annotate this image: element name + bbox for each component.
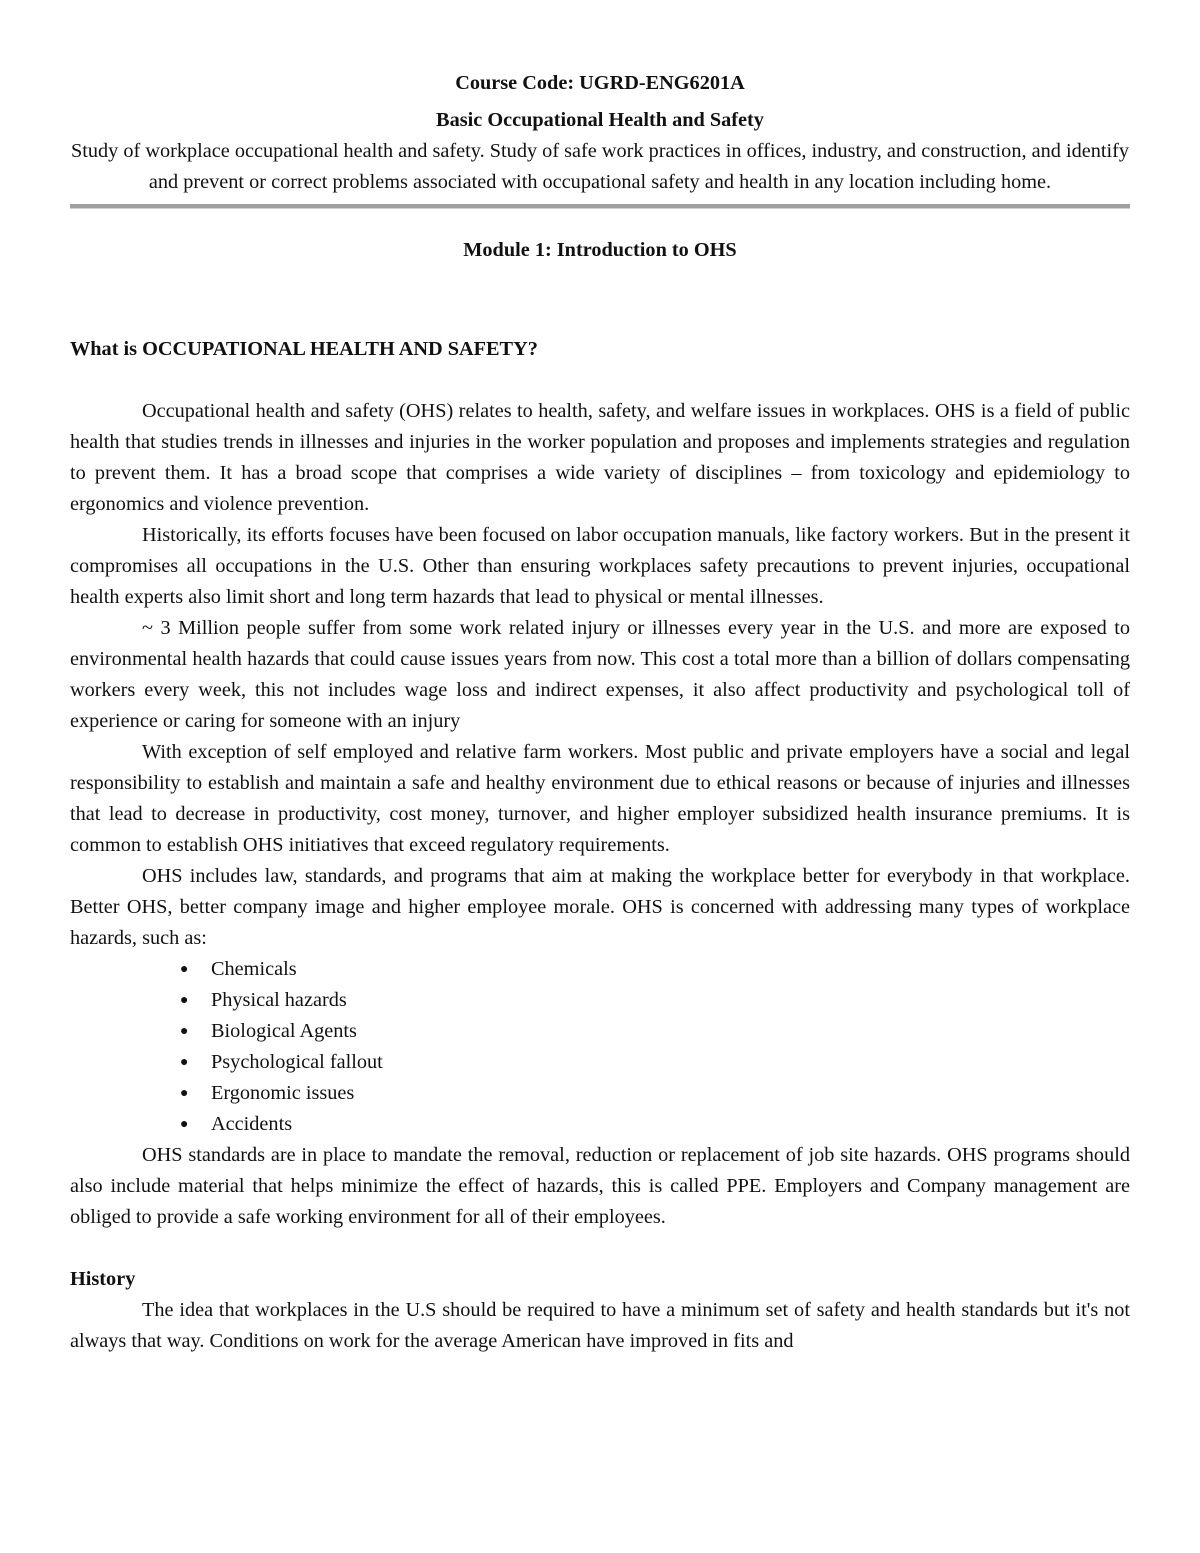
bullet-icon: ● [180,1117,189,1132]
list-item-text: Biological Agents [211,1020,357,1042]
bullet-icon: ● [180,1024,189,1039]
paragraph: Historically, its efforts focuses have been focused on labor occupation manuals, like factory workers. But in the present it compromises all occupations in the U.S. Other than ensuring workplaces safety precautions to prevent injuries, occupational health experts also limit short and long term hazards that lead to physical or mental illnesses. [70,524,1130,608]
section-heading-history: History [70,1268,136,1290]
list-item [70,985,1130,1016]
bullet-icon: ● [180,1086,189,1101]
paragraph: OHS standards are in place to mandate the removal, reduction or replacement of job site hazards. OHS programs should also include material that helps minimize the effect of hazards, this is called PPE. Employers and Company management are obliged to provide a safe working environment for all of their employees. [70,1144,1130,1228]
document-page [70,68,1130,1357]
paragraph: OHS includes law, standards, and programs that aim at making the workplace better for everybody in that workplace. Better OHS, better company image and higher employee morale. OHS is concerned with addressing many types of workplace hazards, such as: [70,865,1130,949]
bullet-icon: ● [180,962,189,977]
bullet-icon: ● [180,993,189,1008]
hazard-list [70,954,1130,1140]
course-description: Study of workplace occupational health and safety. Study of safe work practices in offices, industry, and construction, and identify and prevent or correct problems associated with occupational safety and health in any location including home. [70,140,1130,193]
list-item-text: Accidents [211,1113,293,1135]
paragraph: ~ 3 Million people suffer from some work related injury or illnesses every year in the U.S. and more are exposed to environmental health hazards that could cause issues years from now. This cost a total more than a billion of dollars compensating workers every week, this not includes wage loss and indirect expenses, it also affect productivity and psychological toll of experience or caring for someone with an injury [70,617,1130,732]
list-item-text: Ergonomic issues [211,1082,355,1104]
section-heading: What is OCCUPATIONAL HEALTH AND SAFETY? [70,338,538,360]
bullet-icon: ● [180,1055,189,1070]
paragraph: With exception of self employed and relative farm workers. Most public and private employers have a social and legal responsibility to establish and maintain a safe and healthy environment due to ethical reasons or because of injuries and illnesses that lead to decrease in productivity, cost money, turnover, and higher employer subsidized health insurance premiums. It is common to establish OHS initiatives that exceed regulatory requirements. [70,741,1130,856]
list-item-text: Physical hazards [211,989,347,1011]
paragraph: The idea that workplaces in the U.S should be required to have a minimum set of safety and health standards but it's not always that way. Conditions on work for the average American have improved in fits and [70,1299,1130,1352]
list-item [70,1016,1130,1047]
module-title: Module 1: Introduction to OHS [463,239,737,261]
course-title: Basic Occupational Health and Safety [436,109,764,131]
list-item [70,954,1130,985]
list-item-text: Chemicals [211,958,297,980]
course-code: Course Code: UGRD-ENG6201A [455,72,745,94]
horizontal-divider [70,204,1130,209]
list-item [70,1109,1130,1140]
list-item [70,1078,1130,1109]
paragraph: Occupational health and safety (OHS) relates to health, safety, and welfare issues in workplaces. OHS is a field of public health that studies trends in illnesses and injuries in the worker population and proposes and implements strategies and regulation to prevent them. It has a broad scope that comprises a wide variety of disciplines – from toxicology and epidemiology to ergonomics and violence prevention. [70,400,1130,515]
list-item [70,1047,1130,1078]
list-item-text: Psychological fallout [211,1051,383,1073]
